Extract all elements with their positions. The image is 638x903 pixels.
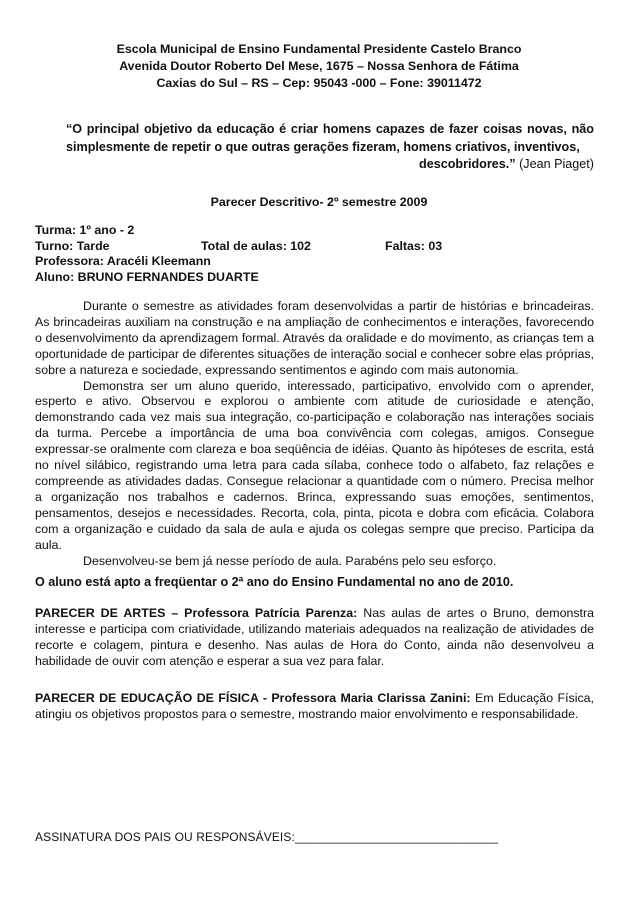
quote-last-word: descobridores.” bbox=[419, 157, 516, 171]
shift-label: Turno: Tarde bbox=[35, 238, 110, 253]
school-name: Escola Municipal de Ensino Fundamental Presidente Castelo Branco bbox=[116, 42, 522, 56]
arts-report bbox=[35, 605, 594, 669]
epigraph-quote bbox=[66, 121, 594, 174]
parent-signature-line: ASSINATURA DOS PAIS OU RESPONSÁVEIS:______________________________ bbox=[35, 830, 499, 844]
pe-report-heading: PARECER DE EDUCAÇÃO DE FÍSICA - Professora Maria Clarissa Zanini: bbox=[35, 691, 471, 705]
body-paragraph-1: Durante o semestre as atividades foram desenvolvidas a partir de histórias e brincadeiras. As brincadeiras auxiliam na construção e na ampliação de conhecimentos e interações, favorecendo o desenvolvimento da aprendizagem formal. Através da oralidade e do movimento, as crianças tem a oportunidade de participar de diferentes situações de interação social e conhecer sobre elas próprias, sobre a natureza e sociedade, expressando sentimentos e agindo com mais autonomia. bbox=[35, 299, 594, 377]
absences-label: Faltas: 03 bbox=[385, 238, 443, 253]
report-title: Parecer Descritivo- 2º semestre 2009 bbox=[210, 195, 428, 209]
student-info bbox=[35, 223, 595, 286]
pe-report-text: Em Educação Física, atingiu os objetivos propostos para o semestre, mostrando maior envolvimento e responsabilidade. bbox=[35, 691, 594, 721]
student-name-label: Aluno: BRUNO FERNANDES DUARTE bbox=[35, 270, 259, 285]
pe-report bbox=[35, 690, 594, 722]
promotion-statement: O aluno está apto a freqüentar o 2ª ano do Ensino Fundamental no ano de 2010. bbox=[35, 575, 514, 589]
school-header bbox=[0, 41, 638, 92]
report-body bbox=[35, 299, 594, 569]
body-paragraph-2: Demonstra ser um aluno querido, interessado, participativo, envolvido com o aprender, esperto e ativo. Observou e explorou o ambiente com atitude de curiosidade e atenção, demonstrando cada vez mais sua integração, co-participação e colaboração nas interações sociais da turma. Percebe a importância de uma boa convivência com colegas, amigos. Consegue expressar-se oralmente com clareza e boa seqüência de idéias. Quanto às hipóteses de escrita, está no nível silábico, registrando uma letra para cada sílaba, conhece todo o alfabeto, faz relações e compreende as atividades dadas. Consegue relacionar a quantidade com o número. Precisa melhor a organização nos trabalhos e cadernos. Brinca, expressando suas emoções, sentimentos, pensamentos, desejos e necessidades. Recorta, cola, pinta, picota e dobra com eficácia. Colabora com a organização e cuidado da sala de aula e ajuda os colegas sempre que preciso. Participa da aula. bbox=[35, 378, 594, 552]
class-label: Turma: 1º ano - 2 bbox=[35, 223, 135, 237]
arts-report-heading: PARECER DE ARTES – Professora Patrícia Parenza: bbox=[35, 606, 358, 620]
quote-author: (Jean Piaget) bbox=[519, 157, 594, 171]
school-contact: Caxias do Sul – RS – Cep: 95043 -000 – Fone: 39011472 bbox=[156, 76, 482, 90]
school-address: Avenida Doutor Roberto Del Mese, 1675 – Nossa Senhora de Fátima bbox=[119, 59, 519, 73]
teacher-label: Professora: Aracéli Kleemann bbox=[35, 254, 211, 269]
total-classes-label: Total de aulas: 102 bbox=[201, 238, 311, 253]
quote-text: “O principal objetivo da educação é criar homens capazes de fazer coisas novas, não simplesmente de repetir o que outras gerações fizeram, homens criativos, inventivos, bbox=[66, 122, 594, 154]
quote-last-line bbox=[66, 156, 594, 174]
body-paragraph-3: Desenvolveu-se bem já nesse período de aula. Parabéns pelo seu esforço. bbox=[83, 553, 497, 568]
arts-report-text: Nas aulas de artes o Bruno, demonstra interesse e participa com criatividade, utilizando materiais adequados na realização de atividades de recorte e colagem, pintura e desenho. Nas aulas de Hora do Conto, ainda não desenvolveu a habilidade de ouvir com atenção e esperar a sua vez para falar. bbox=[35, 606, 595, 668]
